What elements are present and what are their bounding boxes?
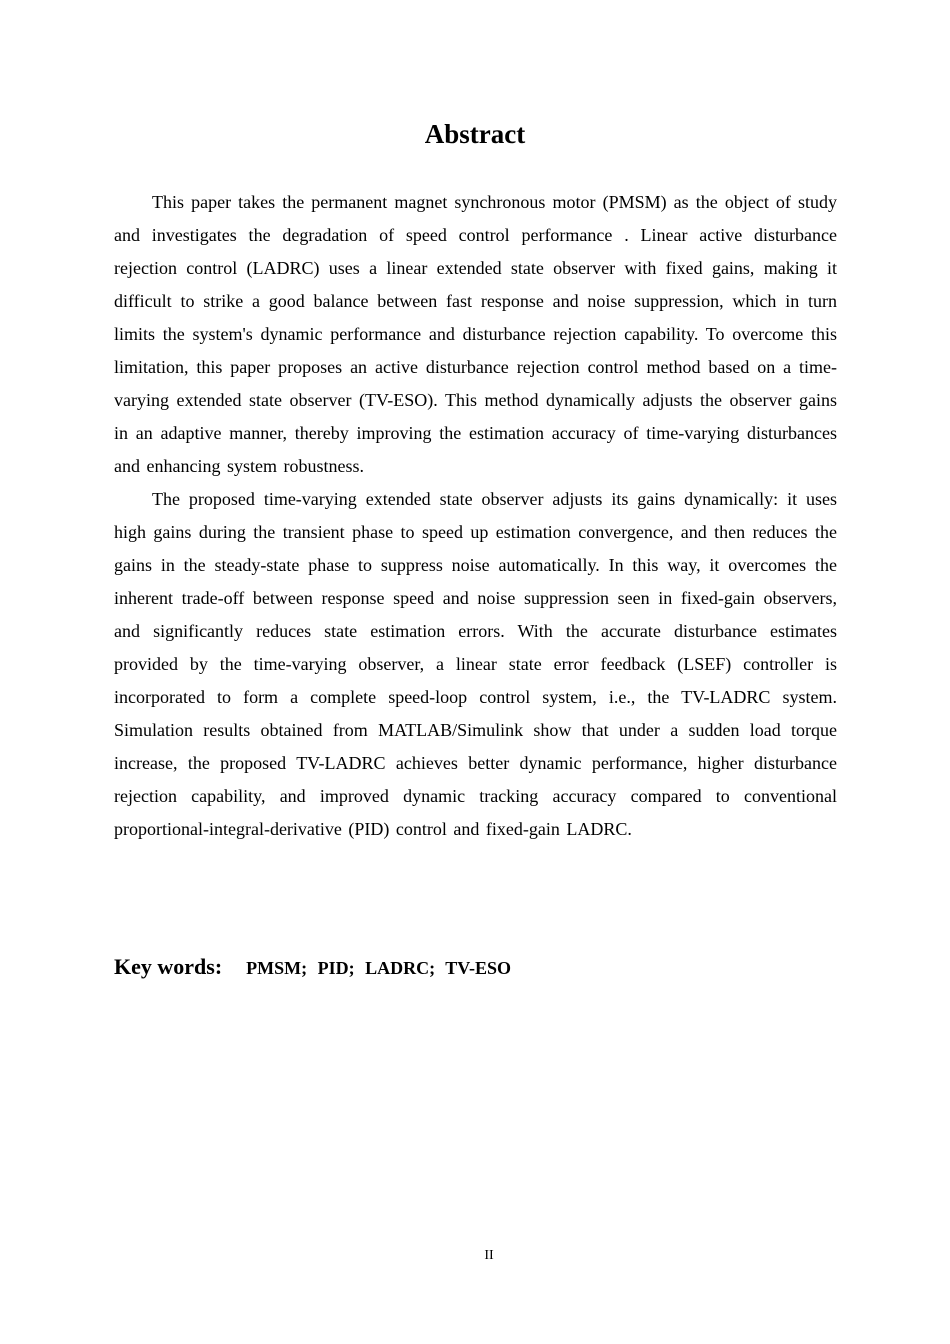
abstract-paragraph-1: This paper takes the permanent magnet synchronous motor (PMSM) as the object of study and investigates the degradation of speed control performance . Linear active disturbance rejection control (LADRC) uses a linear extended state observer with fixed gains, making it difficult to strike a good balance between fast response and noise suppression, which in turn limits the system's dynamic performance and disturbance rejection capability. To overcome this limitation, this paper proposes an active disturbance rejection control method based on a time-varying extended state observer (TV-ESO). This method dynamically adjusts the observer gains in an adaptive manner, thereby improving the estimation accuracy of time-varying disturbances and enhancing system robustness.: [114, 192, 837, 476]
abstract-title: Abstract: [424, 119, 526, 149]
keywords-line: [114, 950, 837, 985]
abstract-paragraph-2: The proposed time-varying extended state observer adjusts its gains dynamically: it uses high gains during the transient phase to speed up estimation convergence, and then reduces the gains in the steady-state phase to suppress noise automatically. In this way, it overcomes the inherent trade-off between response speed and noise suppression seen in fixed-gain observers, and significantly reduces state estimation errors. With the accurate disturbance estimates provided by the time-varying observer, a linear state error feedback (LSEF) controller is incorporated to form a complete speed-loop control system, i.e., the TV-LADRC system. Simulation results obtained from MATLAB/Simulink show that under a sudden load torque increase, the proposed TV-LADRC achieves better dynamic performance, higher disturbance rejection capability, and improved dynamic tracking accuracy compared to conventional proportional-integral-derivative (PID) control and fixed-gain LADRC.: [114, 489, 837, 839]
keywords-list: PMSM; PID; LADRC; TV-ESO: [246, 958, 511, 978]
keywords-label: Key words:: [114, 954, 223, 979]
abstract-body: [114, 186, 837, 846]
page-number: II: [484, 1248, 494, 1263]
